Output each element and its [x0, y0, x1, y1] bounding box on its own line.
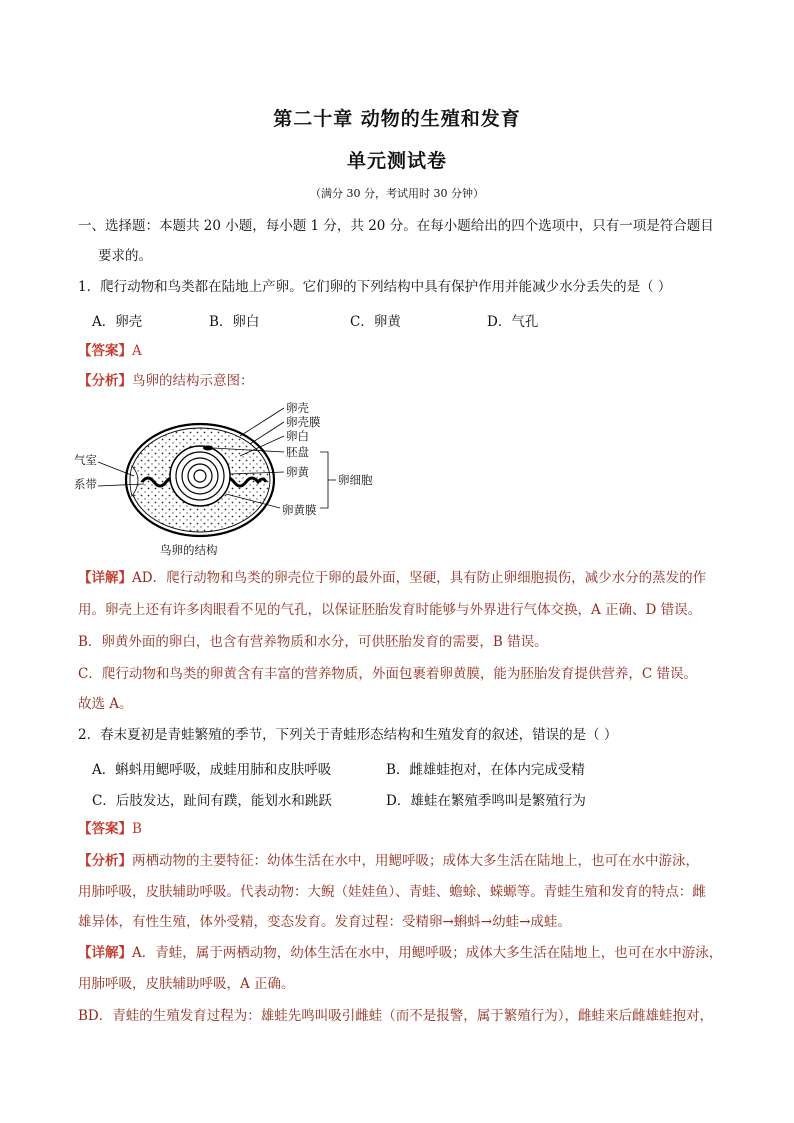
q2-detail-line-1 — [78, 943, 742, 963]
answer-value: A — [132, 343, 142, 359]
detail-text: A．青蛙，属于两栖动物，幼体生活在水中，用鳃呼吸；成体大多生活在陆地上，也可在水中游泳， — [132, 945, 723, 961]
label-chalaza: 系带 — [74, 477, 97, 491]
q1-option-c: C．卵黄 — [350, 314, 401, 330]
question-2-stem: 2．春末夏初是青蛙繁殖的季节，下列关于青蛙形态结构和生殖发育的叙述，错误的是（ ） — [78, 727, 618, 743]
label-shell-membrane: 卵壳膜 — [286, 415, 321, 429]
detail-tag: 【详解】 — [78, 945, 132, 961]
page-title: 第二十章 动物的生殖和发育 — [273, 108, 521, 130]
analysis-tag: 【分析】 — [78, 853, 132, 869]
question-1-stem: 1．爬行动物和鸟类都在陆地上产卵。它们卵的下列结构中具有保护作用并能减少水分丢失的是（ ） — [78, 279, 672, 295]
exam-note: （满分 30 分，考试用时 30 分钟） — [310, 187, 484, 200]
label-shell: 卵壳 — [286, 401, 309, 415]
q1-option-b: B．卵白 — [209, 314, 260, 330]
q2-option-c: C．后肢发达，趾间有蹼，能划水和跳跃 — [92, 793, 332, 809]
answer-value: B — [132, 821, 142, 837]
q1-answer — [78, 341, 742, 361]
section-instruction: 一、选择题：本题共 20 小题，每小题 1 分，共 20 分。在每小题给出的四个选项中，只有一项是符合题目 — [78, 218, 714, 234]
detail-tag: 【详解】 — [78, 570, 132, 586]
q2-option-a: A．蝌蚪用鳃呼吸，成蛙用肺和皮肤呼吸 — [92, 762, 332, 778]
q2-detail-line-2: 用肺呼吸，皮肤辅助呼吸，A 正确。 — [78, 976, 295, 992]
label-yolk: 卵黄 — [286, 465, 309, 479]
q1-detail-line-4: C．爬行动物和鸟类的卵黄含有丰富的营养物质，外面包裹着卵黄膜，能为胚胎发育提供营养，C 错误。 — [78, 666, 697, 682]
analysis-text: 两栖动物的主要特征：幼体生活在水中，用鳃呼吸；成体大多生活在陆地上，也可在水中游泳， — [132, 853, 699, 869]
answer-tag: 【答案】 — [78, 821, 132, 837]
page-subtitle: 单元测试卷 — [346, 150, 447, 172]
label-albumen: 卵白 — [286, 429, 309, 443]
q2-analysis-line-2: 用肺呼吸，皮肤辅助呼吸。代表动物：大鲵（娃娃鱼）、青蛙、蟾蜍、蝾螈等。青蛙生殖和发育的特点：雌 — [78, 884, 706, 900]
detail-text: AD．爬行动物和鸟类的卵壳位于卵的最外面，坚硬，具有防止卵细胞损伤，减少水分的蒸发的作 — [132, 570, 707, 586]
figure-caption: 鸟卵的结构 — [160, 543, 218, 557]
yolk — [170, 446, 230, 506]
bird-egg-diagram — [70, 396, 400, 561]
label-germinal-disc: 胚盘 — [286, 445, 309, 459]
q2-analysis-line-3: 雄异体，有性生殖，体外受精，变态发育。发育过程：受精卵→蝌蚪→幼蛙→成蛙。 — [78, 914, 571, 930]
label-egg-cell: 卵细胞 — [338, 473, 373, 487]
label-air-cell: 气室 — [74, 453, 97, 467]
q1-option-a: A．卵壳 — [92, 314, 143, 330]
analysis-text: 鸟卵的结构示意图： — [132, 373, 254, 389]
analysis-tag: 【分析】 — [78, 373, 132, 389]
answer-tag: 【答案】 — [78, 343, 132, 359]
q1-option-d: D．气孔 — [487, 314, 539, 330]
label-yolk-membrane: 卵黄膜 — [282, 503, 317, 517]
q1-detail-conclusion: 故选 A。 — [78, 696, 133, 712]
q2-detail-line-3: BD．青蛙的生殖发育过程为：雄蛙先鸣叫吸引雌蛙（而不是报警，属于繁殖行为），雌蛙来后雌雄蛙抱对， — [78, 1008, 713, 1024]
q1-detail-line-3: B．卵黄外面的卵白，也含有营养物质和水分，可供胚胎发育的需要，B 错误。 — [78, 634, 548, 650]
section-instruction-cont: 要求的。 — [98, 248, 152, 264]
q2-answer — [78, 819, 742, 839]
q2-analysis-line-1 — [78, 851, 742, 871]
q1-detail-line-1 — [78, 568, 742, 588]
q1-detail-line-2: 用。卵壳上还有许多肉眼看不见的气孔，以保证胚胎发育时能够与外界进行气体交换，A 正确、D 错误。 — [78, 602, 702, 618]
q1-analysis — [78, 371, 742, 391]
q2-option-d: D．雄蛙在繁殖季鸣叫是繁殖行为 — [386, 793, 586, 809]
germinal-disc — [203, 446, 213, 451]
q2-option-b: B．雌雄蛙抱对，在体内完成受精 — [386, 762, 585, 778]
